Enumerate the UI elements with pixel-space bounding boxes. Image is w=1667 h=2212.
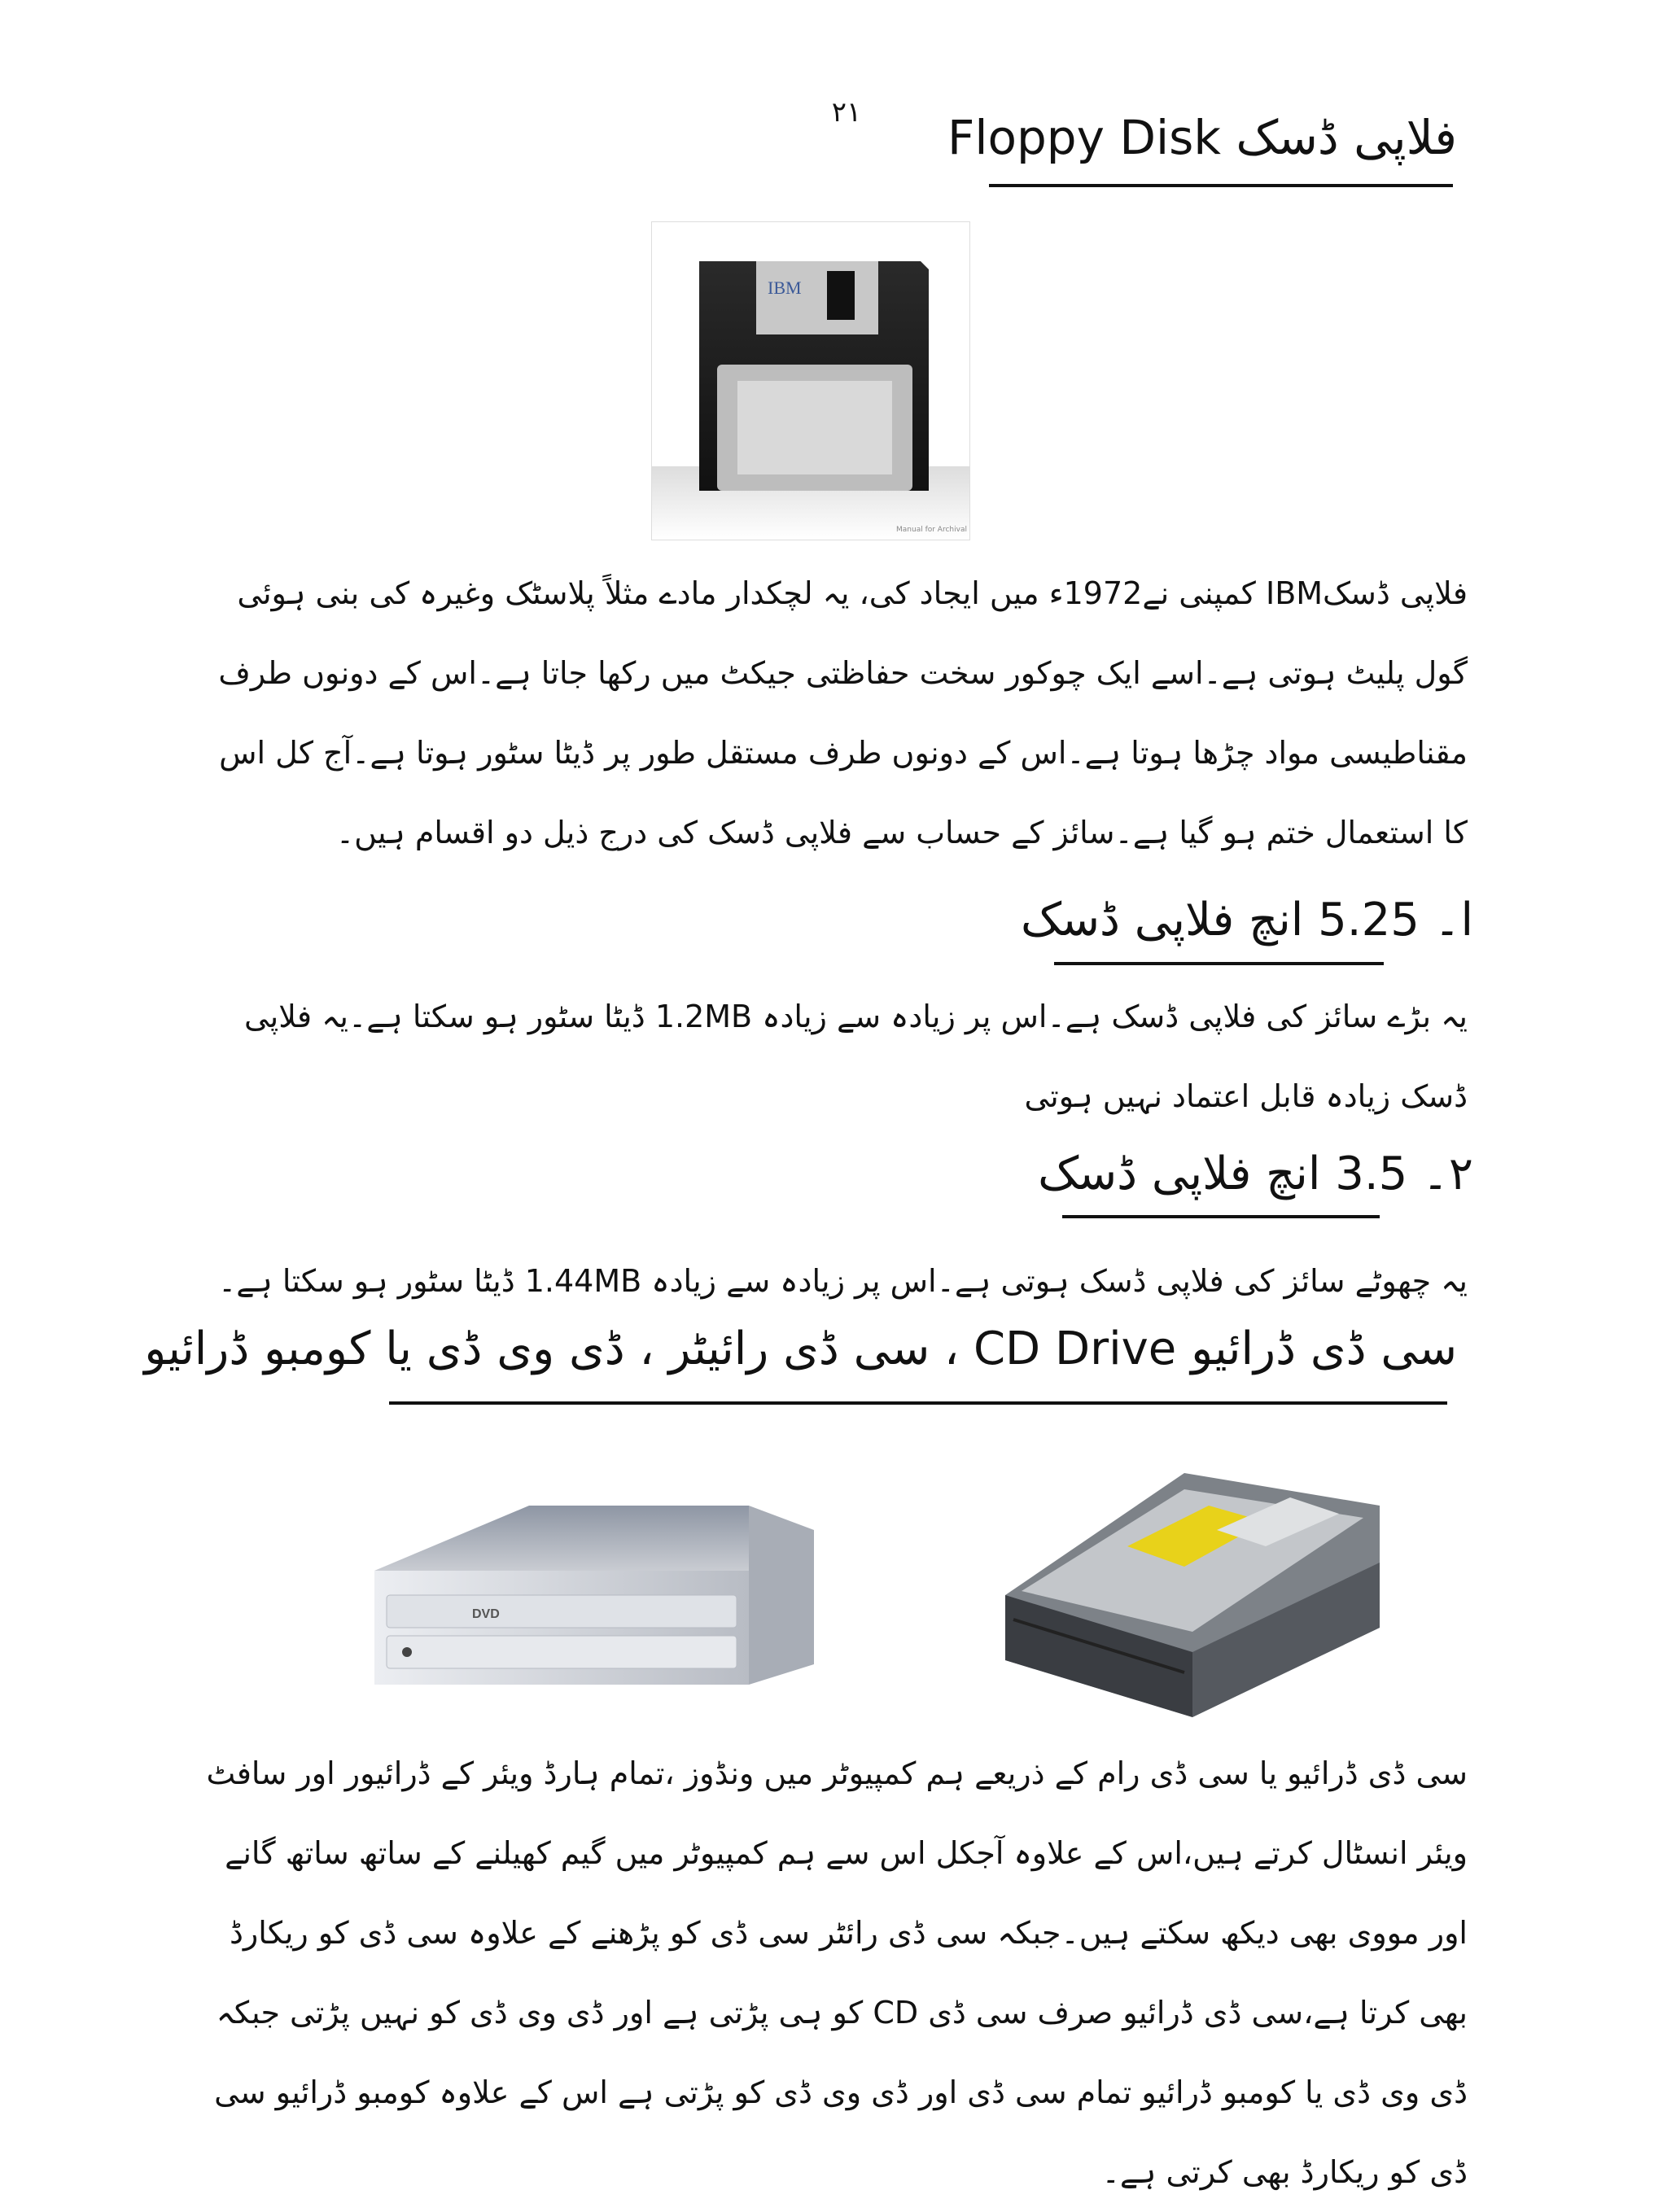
cd-heading-underline — [389, 1401, 1447, 1405]
type-5-25-description: یہ بڑے سائز کی فلاپی ڈسک ہے۔اس پر زیادہ سے زیادہ 1.2MB ڈیٹا سٹور ہو سکتا ہے۔یہ فلاپی ڈسک زیادہ قابل اعتماد نہیں ہوتی — [244, 999, 1468, 1114]
dvd-drive-icon — [358, 1481, 830, 1709]
floppy-disk-icon — [652, 222, 969, 540]
type-3-5-heading: ۲۔ 3.5 انچ فلاپی ڈسک — [1038, 1148, 1473, 1200]
type-3-5-underline — [1062, 1215, 1380, 1218]
page-number: ۲۱ — [831, 96, 862, 129]
type-5-25-heading: ا۔ 5.25 انچ فلاپی ڈسک — [1021, 894, 1473, 946]
ibm-label: IBM — [768, 278, 802, 298]
cd-drive-image — [997, 1457, 1380, 1717]
dvd-logo: DVD — [472, 1607, 500, 1621]
dvd-drive-image — [358, 1481, 830, 1709]
cd-paragraph: سی ڈی ڈرائیو یا سی ڈی رام کے ذریعے ہم کمپیوٹر میں ونڈوز ،تمام ہارڈ ویئر کے ڈرائیور اور سافٹ ویئر انسٹال کرتے ہیں،اس کے علاوہ آجکل اس سے ہم کمپیوٹر میں گیم کھیلنے کے ساتھ ساتھ گانے اور مووی بھی دیکھ سکتے ہیں۔جبکہ سی ڈی رائٹر سی ڈی کو پڑھنے کے علاوہ سی ڈی کو ریکارڈ بھی کرتا ہے،سی ڈی ڈرائیو صرف سی ڈی CD کو ہی پڑتی ہے اور ڈی وی ڈی کو نہیں پڑتی جبکہ ڈی وی ڈی یا کومبو ڈرائیو تمام سی ڈی اور ڈی وی ڈی کو پڑتی ہے اس کے علاوہ کومبو ڈرائیو سی ڈی کو ریکارڈ بھی کرتی ہے۔ — [206, 1755, 1468, 2190]
type-3-5-description: یہ چھوٹے سائز کی فلاپی ڈسک ہوتی ہے۔اس پر زیادہ سے زیادہ 1.44MB ڈیٹا سٹور ہو سکتا ہے۔ — [217, 1263, 1468, 1299]
floppy-paragraph: فلاپی ڈسکIBM کمپنی نے1972ء میں ایجاد کی، یہ لچکدار مادے مثلاً پلاسٹک وغیرہ کی بنی ہوئی گول پلیٹ ہوتی ہے۔اسے ایک چوکور سخت حفاظتی جیکٹ میں رکھا جاتا ہے۔اس کے دونوں طرف مقناطیسی مواد چڑھا ہوتا ہے۔اس کے دونوں طرف مستقل طور پر ڈیٹا سٹور ہوتا ہے۔آج کل اس کا استعمال ختم ہو گیا ہے۔سائز کے حساب سے فلاپی ڈسک کی درج ذیل دو اقسام ہیں۔ — [218, 575, 1468, 850]
floppy-heading: فلاپی ڈسک Floppy Disk — [947, 110, 1457, 165]
floppy-heading-underline — [989, 184, 1453, 187]
floppy-disk-image — [651, 221, 970, 540]
cd-heading: سی ڈی ڈرائیو CD Drive ، سی ڈی رائیٹر ، ڈی وی ڈی یا کومبو ڈرائیو — [144, 1322, 1457, 1375]
image-caption: Manual for Archival — [896, 526, 967, 534]
cd-drive-icon — [997, 1457, 1380, 1717]
type-5-25-underline — [1054, 962, 1384, 965]
